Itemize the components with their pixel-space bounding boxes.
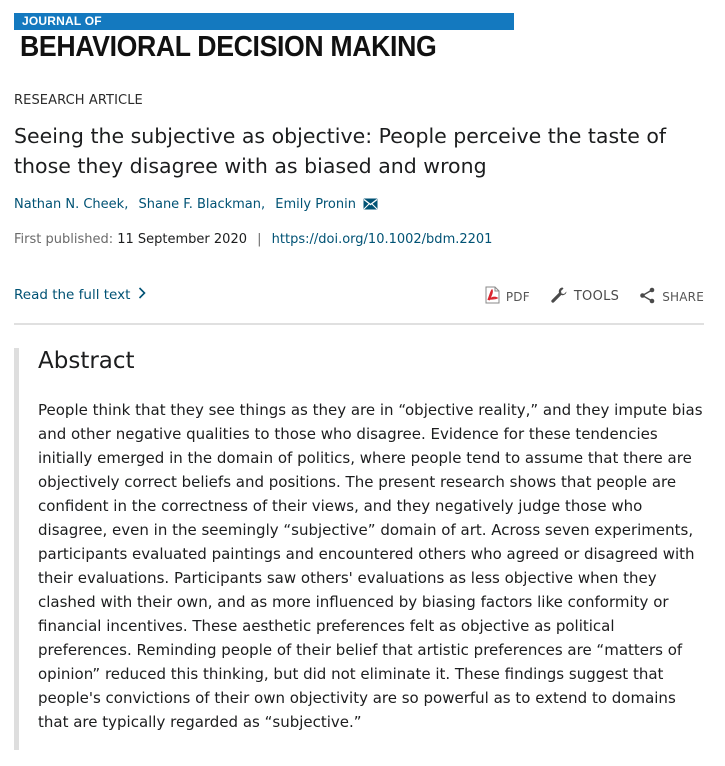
section-divider (14, 323, 704, 325)
doi-link[interactable]: https://doi.org/10.1002/bdm.2201 (271, 232, 493, 247)
journal-name[interactable]: BEHAVIORAL DECISION MAKING (20, 31, 437, 63)
abstract-heading: Abstract (38, 348, 135, 374)
first-published-date: 11 September 2020 (117, 232, 247, 247)
read-full-text-link[interactable] (14, 287, 146, 303)
share-label: SHARE (662, 289, 704, 304)
tools-button[interactable] (550, 286, 619, 307)
article-type: RESEARCH ARTICLE (14, 93, 143, 108)
author-link[interactable]: Shane F. Blackman (138, 197, 262, 212)
author-list (14, 197, 378, 214)
tools-label: TOOLS (573, 289, 620, 304)
author-separator: , (124, 197, 129, 212)
chevron-right-icon (138, 287, 146, 303)
abstract-accent-bar (14, 348, 19, 750)
publication-info (14, 232, 492, 247)
pdf-label: PDF (505, 289, 530, 304)
share-icon (639, 287, 656, 307)
article-toolbar (485, 286, 704, 307)
article-title: Seeing the subjective as objective: People perceive the taste of those they disagree with as biased and wrong (14, 124, 667, 178)
author-link[interactable]: Emily Pronin (275, 197, 356, 212)
abstract-text: People think that they see things as they are in “objective reality,” and they impute bias and other negative qualities to those who disagree. Evidence for these tendencies initially emerged in the domain of politics, where people tend to assume that there are objectively correct beliefs and positions. The present research shows that people are confident in the correctness of their views, and they negatively judge those who disagree, even in the seemingly “subjective” domain of art. Across seven experiments, participants evaluated paintings and encountered others who agreed or disagreed with their evaluations. Participants saw others' evaluations as less objective when they clashed with their own, and as more influenced by biasing factors like conformity or financial incentives. These aesthetic preferences felt as objective as political preferences. Reminding people of their belief that artistic preferences are “matters of opinion” reduced this thinking, but did not eliminate it. These findings suggest that people's convictions of their own objectivity are so powerful as to extend to domains that are typically regarded as “subjective.” (38, 401, 703, 731)
journal-name-top: JOURNAL OF (22, 14, 102, 28)
wrench-icon (550, 286, 568, 307)
read-full-text-label: Read the full text (14, 287, 131, 303)
share-button[interactable] (639, 287, 704, 307)
first-published-label: First published: (14, 232, 114, 247)
author-separator: , (261, 197, 266, 212)
pdf-icon (485, 286, 500, 307)
author-link[interactable]: Nathan N. Cheek (14, 197, 125, 212)
pdf-button[interactable] (485, 286, 530, 307)
pub-separator: | (257, 232, 262, 247)
mail-icon[interactable] (363, 198, 378, 214)
